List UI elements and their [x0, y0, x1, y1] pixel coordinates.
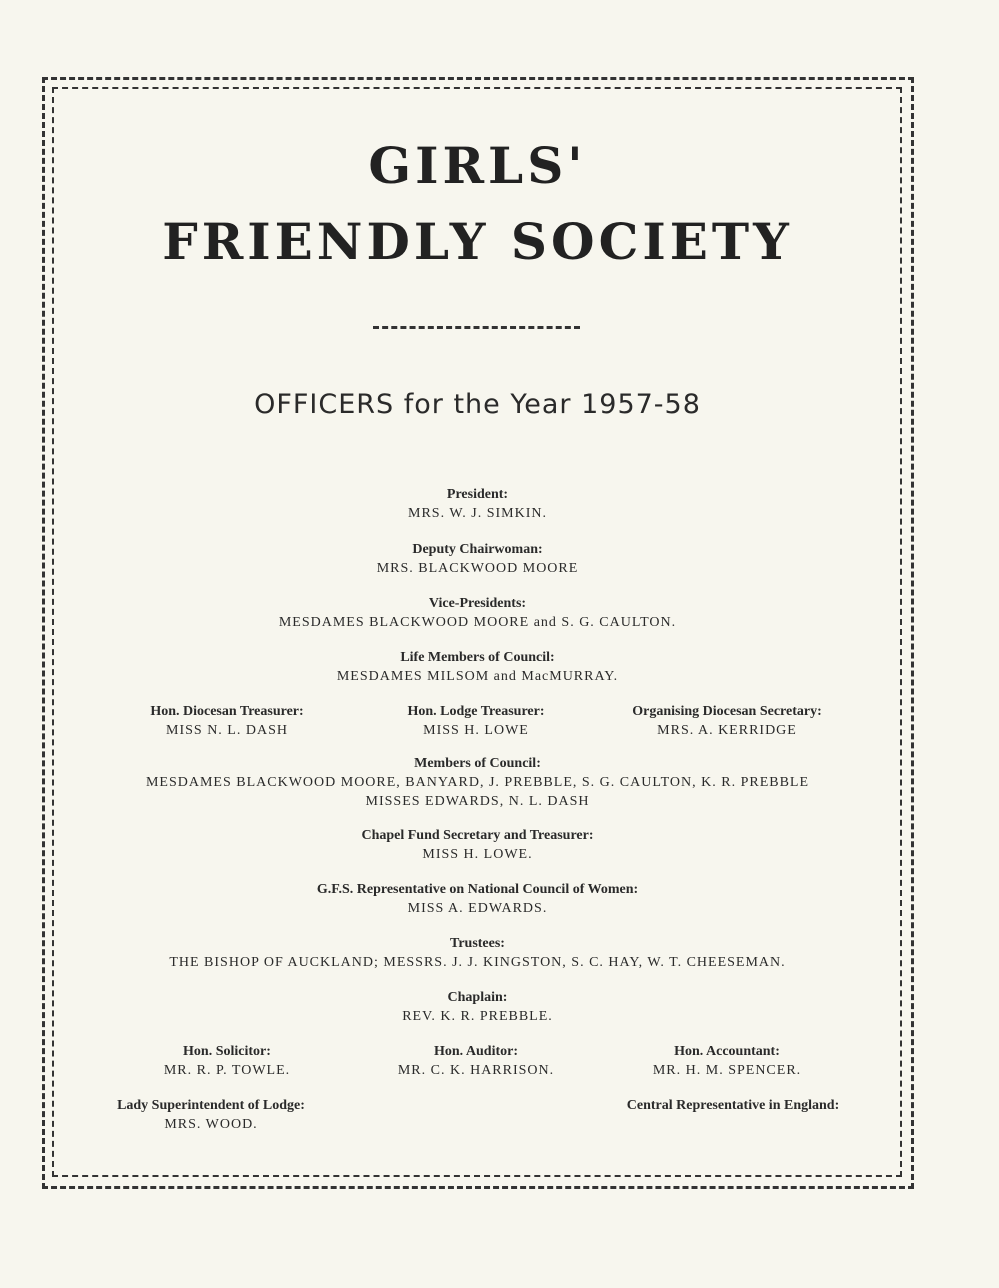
heading: Deputy Chairwoman:	[412, 542, 543, 557]
section-gfs-rep	[0, 882, 955, 917]
section-chapel-fund	[0, 828, 955, 863]
ornament-divider	[373, 326, 580, 329]
section-deputy	[0, 542, 955, 577]
heading: Hon. Solicitor:	[183, 1044, 271, 1059]
heading: G.F.S. Representative on National Council of Women:	[316, 882, 639, 897]
section-president	[0, 487, 955, 522]
value: MR. H. M. SPENCER.	[652, 1063, 802, 1078]
value: MESDAMES MILSOM and MacMURRAY.	[336, 669, 619, 684]
value: THE BISHOP OF AUCKLAND; MESSRS. J. J. KINGSTON, S. C. HAY, W. T. CHEESEMAN.	[169, 955, 786, 970]
heading: Life Members of Council:	[400, 650, 555, 665]
value: MR. C. K. HARRISON.	[397, 1063, 555, 1078]
value: MRS. BLACKWOOD MOORE	[376, 561, 579, 576]
section-central-rep	[583, 1098, 883, 1114]
value: MISS N. L. DASH	[166, 723, 288, 738]
section-accountant	[577, 1044, 877, 1079]
value: MISS H. LOWE.	[422, 847, 533, 862]
heading: Hon. Accountant:	[674, 1044, 780, 1059]
heading: Chapel Fund Secretary and Treasurer:	[361, 828, 594, 843]
heading: Lady Superintendent of Lodge:	[117, 1098, 305, 1113]
section-lady-superintendent	[61, 1098, 361, 1133]
heading: Organising Diocesan Secretary:	[632, 704, 822, 719]
heading: Members of Council:	[414, 756, 541, 771]
title-line-1: GIRLS'	[368, 136, 587, 195]
section-chaplain	[0, 990, 955, 1025]
value: MESDAMES BLACKWOOD MOORE, BANYARD, J. PREBBLE, S. G. CAULTON, K. R. PREBBLE	[145, 775, 810, 790]
subtitle: OFFICERS for the Year 1957-58	[254, 389, 701, 420]
value: MISS H. LOWE	[423, 723, 529, 738]
heading: Chaplain:	[447, 990, 508, 1005]
value: REV. K. R. PREBBLE.	[402, 1009, 553, 1024]
section-organising-secretary	[577, 704, 877, 739]
value: MESDAMES BLACKWOOD MOORE and S. G. CAULTON.	[278, 615, 677, 630]
value: MRS. WOOD.	[164, 1117, 258, 1132]
heading: Central Representative in England:	[626, 1098, 840, 1113]
section-life-members	[0, 650, 955, 685]
value-2: MISSES EDWARDS, N. L. DASH	[365, 794, 590, 809]
heading: Hon. Lodge Treasurer:	[407, 704, 545, 719]
heading: Vice-Presidents:	[428, 596, 527, 611]
value: MRS. W. J. SIMKIN.	[408, 506, 547, 521]
heading: Trustees:	[450, 936, 505, 951]
value: MISS A. EDWARDS.	[407, 901, 548, 916]
heading: Hon. Diocesan Treasurer:	[150, 704, 304, 719]
section-trustees	[0, 936, 955, 971]
value: MRS. A. KERRIDGE	[657, 723, 797, 738]
value: MR. R. P. TOWLE.	[163, 1063, 291, 1078]
heading: President:	[446, 487, 509, 502]
section-members-council	[0, 756, 955, 810]
title-line-2: FRIENDLY SOCIETY	[162, 212, 793, 271]
heading: Hon. Auditor:	[433, 1044, 518, 1059]
section-vice-presidents	[0, 596, 955, 631]
